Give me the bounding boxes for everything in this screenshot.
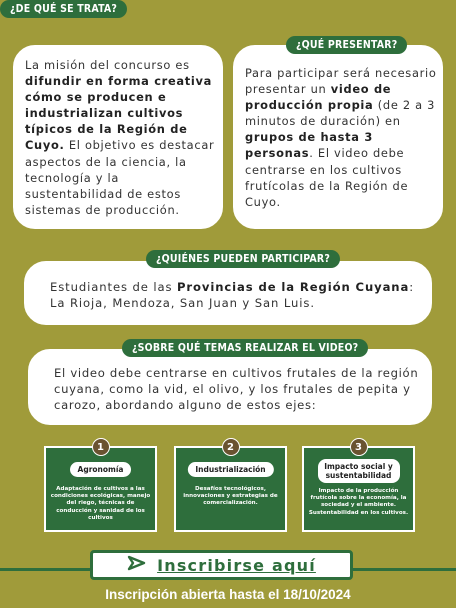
que-presentar-text: Para participar será necesario presentar un video de producción propia (de 2 a 3 minutos de duración) en grupos de hasta 3 personas. El video debe centrarse en los cultivos frutícolas de la Región de Cuyo.	[245, 66, 437, 209]
axis-number-badge: 3	[350, 438, 368, 456]
axis-number-badge: 1	[92, 438, 110, 456]
temas-text: El video debe centrarse en cultivos frutales de la región cuyana, como la vid, el olivo, y los frutales de pepita y carozo, abordando alguno de estos ejes:	[54, 366, 419, 413]
axis-number-badge: 2	[222, 438, 240, 456]
arrow-right-icon	[127, 555, 147, 575]
axis-description: Impacto de la producción frutícola sobre la economía, la sociedad y el ambiente. Sustentabilidad en los cultivos.	[308, 488, 409, 516]
card-que-presentar	[233, 45, 443, 229]
inscribirse-button[interactable]	[90, 550, 353, 580]
que-se-trata-text: La misión del concurso es difundir en forma creativa cómo se producen e industrializan cultivos típicos de la Región de Cuyo. El objetivo es destacar aspectos de la ciencia, la tecnología y la sustentabilidad de estos sistemas de producción.	[25, 58, 215, 217]
quienes-text: Estudiantes de las Provincias de la Región Cuyana: La Rioja, Mendoza, San Juan y San Luis.	[50, 280, 414, 311]
card-que-se-trata	[13, 45, 223, 229]
axis-title: Impacto social y sustentabilidad	[318, 459, 400, 483]
card-quienes	[24, 261, 432, 325]
section-title-que-presentar: ¿QUÉ PRESENTAR?	[286, 36, 407, 54]
axis-description: Desafíos tecnológicos, innovaciones y estrategias de comercialización.	[183, 486, 278, 507]
section-title-quienes: ¿QUIÉNES PUEDEN PARTICIPAR?	[146, 250, 340, 268]
section-title-temas: ¿SOBRE QUÉ TEMAS REALIZAR EL VIDEO?	[122, 339, 368, 357]
deadline-text: Inscripción abierta hasta el 18/10/2024	[105, 587, 351, 602]
axis-card-impacto-social	[302, 442, 415, 532]
inscribirse-label: Inscribirse aquí	[157, 555, 316, 575]
axis-card-agronomia	[44, 442, 157, 532]
axis-card-industrializacion	[174, 442, 287, 532]
axis-title: Industrialización	[187, 462, 273, 477]
section-title-que-se-trata: ¿DE QUÉ SE TRATA?	[0, 0, 127, 18]
card-temas	[28, 349, 432, 425]
axis-title: Agronomía	[70, 462, 132, 477]
axis-description: Adaptación de cultivos a las condiciones ecológicas, manejo del riego, técnicas de conducción y sanidad de los cultivos	[50, 486, 151, 521]
